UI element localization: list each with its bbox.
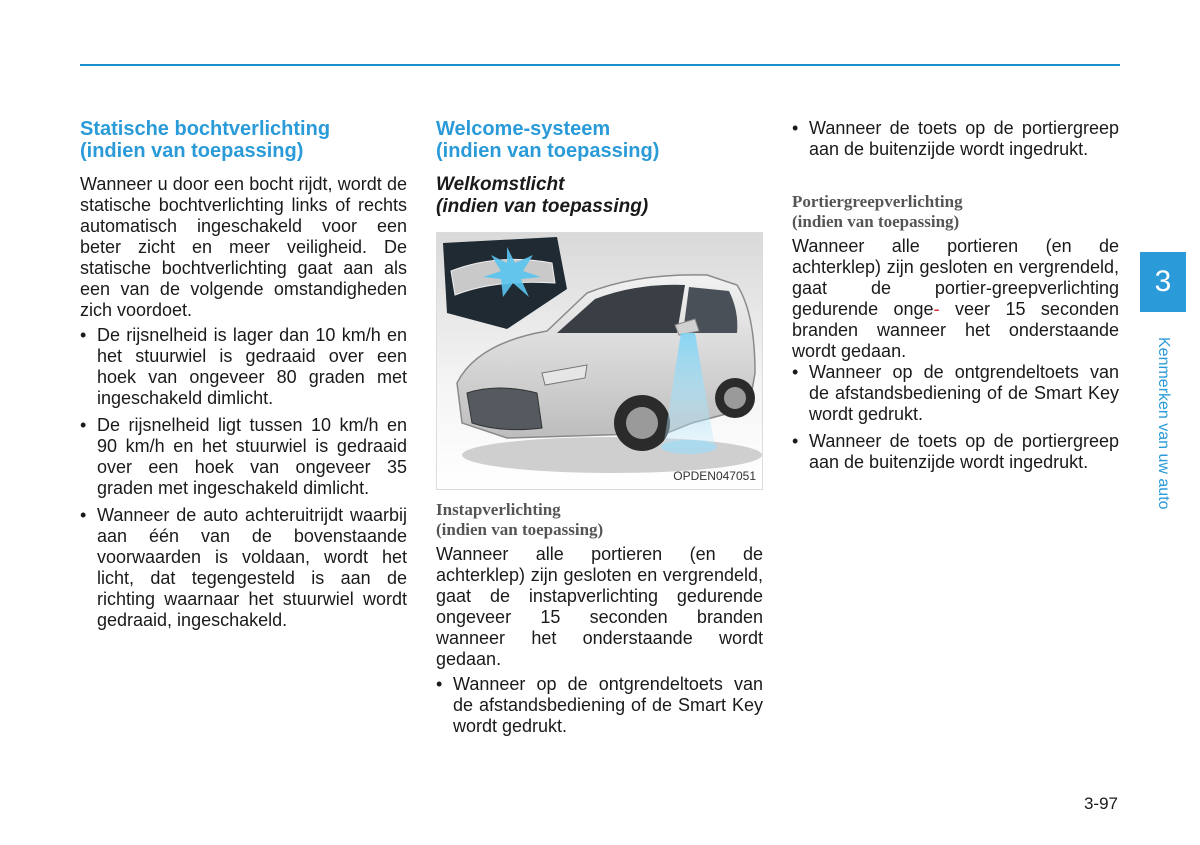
heading-welcome-system xyxy=(436,118,763,162)
subheading-line: Portiergreepverlichting xyxy=(792,192,963,211)
heading-line: Statische bochtverlichting xyxy=(80,118,331,140)
subheading-line: Welkomstlicht xyxy=(436,174,565,195)
subheading-welcome-light xyxy=(436,174,763,218)
bullet-list xyxy=(792,362,1119,473)
bullet-list xyxy=(792,118,1119,160)
list-item: • Wanneer de toets op de portiergreep aan de buitenzijde wordt ingedrukt. xyxy=(792,118,1119,160)
subheading-line: (indien van toepassing) xyxy=(436,196,649,217)
list-item: • Wanneer op de ontgrendeltoets van de afstandsbediening of de Smart Key wordt gedrukt. xyxy=(436,674,763,737)
list-item: • Wanneer de auto achteruitrijdt waarbij aan één van de bovenstaande voorwaarden is voldaan, wordt het licht, dat tegengesteld is aan de richting waarnaar het stuurwiel wordt gedraaid, ingeschakeld. xyxy=(80,505,407,631)
top-rule xyxy=(80,64,1120,66)
car-illustration-figure xyxy=(436,232,763,490)
bullet-list xyxy=(436,674,763,737)
page-number: 3-97 xyxy=(1083,794,1118,813)
car-illustration xyxy=(437,233,762,489)
list-item: • Wanneer op de ontgrendeltoets van de afstandsbediening of de Smart Key wordt gedrukt. xyxy=(792,362,1119,425)
list-item: • De rijsnelheid is lager dan 10 km/h en het stuurwiel is gedraaid over een hoek van ongeveer 80 graden met ingeschakeld dimlicht. xyxy=(80,325,407,409)
figure-code: OPDEN047051 xyxy=(673,469,756,483)
paragraph-text: veer 15 seconden branden wanneer het onderstaande wordt gedaan. xyxy=(792,299,1119,361)
column-static-cornering-light xyxy=(80,118,407,637)
paragraph-intro: Wanneer u door een bocht rijdt, wordt de statische bochtverlichting links of rechts automatisch ingeschakeld voor een beter zicht en meer veiligheid. De statische bochtverlichting gaat aan als een van de volgende omstandigheden zich voordoet. xyxy=(80,174,407,320)
column-door-handle-light xyxy=(792,118,1119,479)
subheading-line: (indien van toepassing) xyxy=(436,520,604,539)
list-item: • Wanneer de toets op de portiergreep aan de buitenzijde wordt ingedrukt. xyxy=(792,431,1119,473)
chapter-tab: 3 xyxy=(1140,252,1186,312)
chapter-title: Kenmerken van uw auto xyxy=(1155,336,1172,510)
subheading-line: (indien van toepassing) xyxy=(792,212,960,231)
heading-line: (indien van toepassing) xyxy=(80,140,304,162)
heading-line: (indien van toepassing) xyxy=(436,140,660,162)
subheading-entry-light xyxy=(436,500,763,540)
bullet-list xyxy=(80,325,407,631)
heading-line: Welcome-systeem xyxy=(436,118,611,140)
heading-static-cornering-light xyxy=(80,118,407,162)
column-welcome-system xyxy=(436,118,763,743)
paragraph-text: Wanneer alle portieren (en de achterklep) zijn gesloten en vergrendeld, gaat de portier-greepverlichting gedurende onge xyxy=(792,236,1119,319)
paragraph-entry-light: Wanneer alle portieren (en de achterklep) zijn gesloten en vergrendeld, gaat de instapverlichting gedurende ongeveer 15 seconden branden wanneer het onderstaande wordt gedaan. xyxy=(436,544,763,669)
list-item: • De rijsnelheid ligt tussen 10 km/h en 90 km/h en het stuurwiel is gedraaid over een hoek van ongeveer 35 graden met ingeschakeld dimlicht. xyxy=(80,415,407,499)
paragraph-door-handle-light xyxy=(792,236,1119,362)
subheading-line: Instapverlichting xyxy=(436,500,561,519)
red-hyphen: - xyxy=(933,299,940,319)
subheading-door-handle-light xyxy=(792,192,1119,232)
